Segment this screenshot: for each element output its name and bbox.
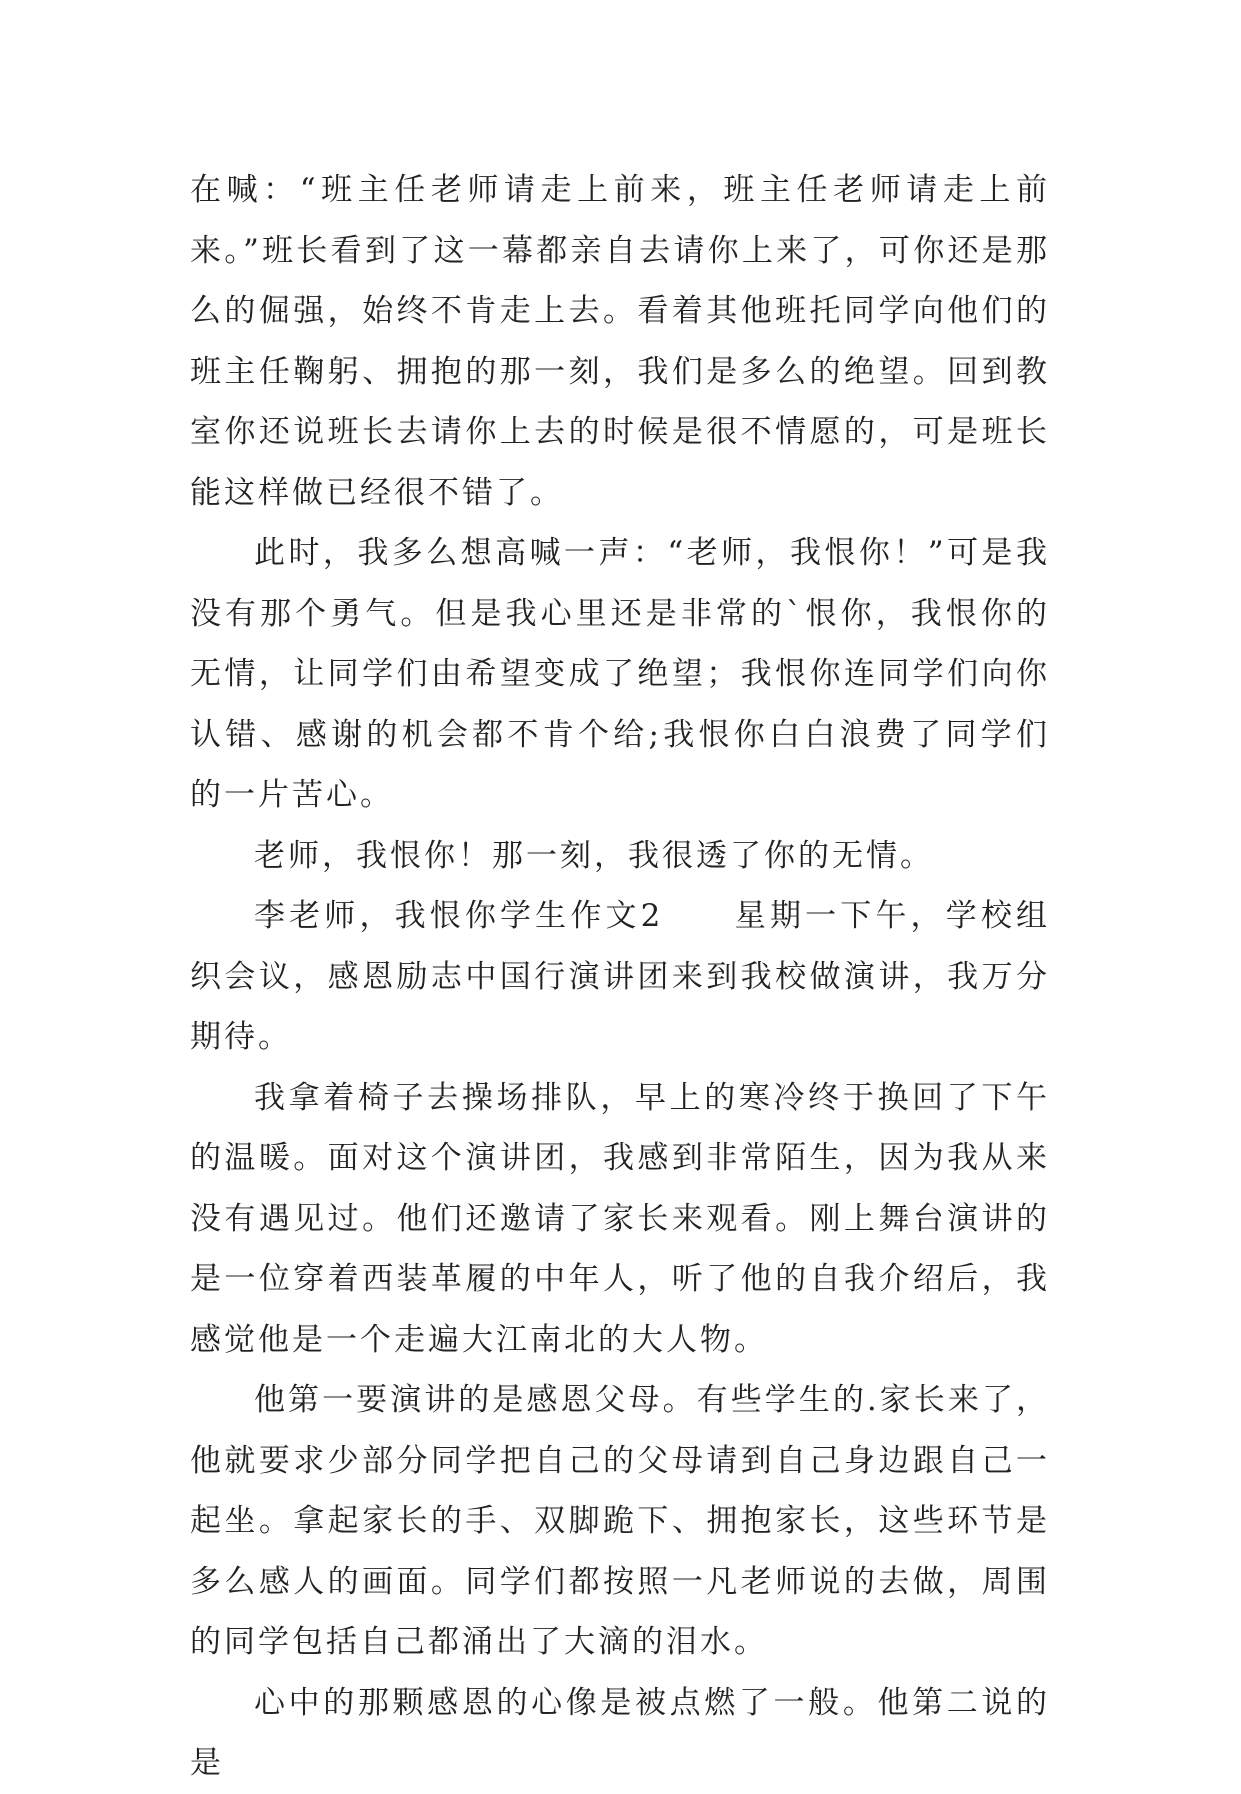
essay-body — [190, 160, 1050, 1794]
paragraph-1: 在喊：“班主任老师请走上前来，班主任老师请走上前来。”班长看到了这一幕都亲自去请你上来了，可你还是那么的倔强，始终不肯走上去。看着其他班托同学向他们的班主任鞠躬、拥抱的那一刻，我们是多么的绝望。回到教室你还说班长去请你上去的时候是很不情愿的，可是班长能这样做已经很不错了。 — [190, 172, 1050, 511]
paragraph-2: 此时，我多么想高喊一声：“老师，我恨你！”可是我没有那个勇气。但是我心里还是非常的`恨你，我恨你的无情，让同学们由希望变成了绝望；我恨你连同学们向你认错、感谢的机会都不肯个给;我恨你白白浪费了同学们的一片苦心。 — [190, 535, 1050, 813]
paragraph-3: 老师，我恨你！那一刻，我很透了你的无情。 — [254, 837, 934, 874]
paragraph-5: 我拿着椅子去操场排队，早上的寒冷终于换回了下午的温暖。面对这个演讲团，我感到非常陌生，因为我从来没有遇见过。他们还邀请了家长来观看。刚上舞台演讲的是一位穿着西装革履的中年人，听了他的自我介绍后，我感觉他是一个走遍大江南北的大人物。 — [190, 1079, 1050, 1358]
paragraph-7: 心中的那颗感恩的心像是被点燃了一般。他第二说的是 — [190, 1684, 1050, 1781]
paragraph-4: 李老师，我恨你学生作文2 星期一下午，学校组织会议，感恩励志中国行演讲团来到我校做演讲，我万分期待。 — [190, 898, 1050, 1055]
paragraph-6: 他第一要演讲的是感恩父母。有些学生的.家长来了，他就要求少部分同学把自己的父母请到自己身边跟自己一起坐。拿起家长的手、双脚跪下、拥抱家长，这些环节是多么感人的画面。同学们都按照一凡老师说的去做，周围的同学包括自己都涌出了大滴的泪水。 — [190, 1382, 1050, 1660]
